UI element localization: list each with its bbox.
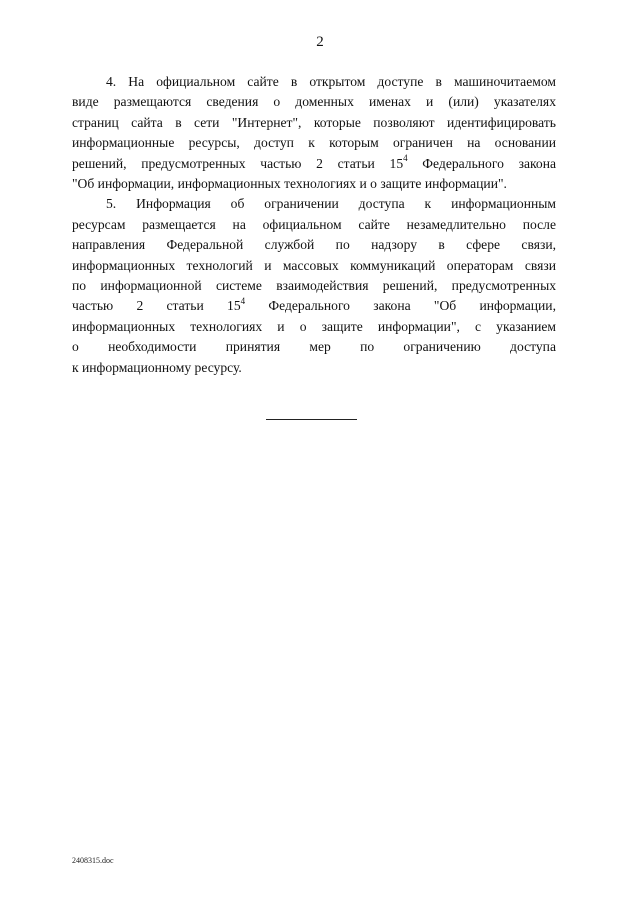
text-fragment: частью 2 статьи 15 bbox=[72, 298, 241, 314]
text-line: направления Федеральной службой по надзору в сфере связи, bbox=[72, 237, 556, 253]
text-line: 5. Информация об ограничении доступа к информационным bbox=[106, 196, 556, 212]
page-number: 2 bbox=[316, 34, 324, 50]
text-line: виде размещаются сведения о доменных именах и (или) указателях bbox=[72, 94, 556, 110]
text-line: ресурсам размещается на официальном сайте незамедлительно после bbox=[72, 216, 556, 232]
superscript: 4 bbox=[403, 153, 408, 164]
end-divider bbox=[266, 419, 357, 420]
text-line: страниц сайта в сети "Интернет", которые позволяют идентифицировать bbox=[72, 114, 556, 130]
text-line: "Об информации, информационных технологиях и о защите информации". bbox=[72, 176, 507, 192]
text-line: 4. На официальном сайте в открытом доступе в машиночитаемом bbox=[106, 74, 556, 89]
text-line: по информационной системе взаимодействия решений, предусмотренных bbox=[72, 278, 556, 294]
document-body bbox=[72, 72, 556, 378]
text-line-with-superscript bbox=[72, 154, 556, 174]
text-line: о необходимости принятия мер по ограничению доступа bbox=[72, 339, 556, 355]
text-line: к информационному ресурсу. bbox=[72, 359, 242, 375]
text-line: информационные ресурсы, доступ к которым ограничен на основании bbox=[72, 135, 556, 151]
text-line: информационных технологиях и о защите информации", с указанием bbox=[72, 318, 556, 334]
text-fragment: Федерального закона bbox=[407, 155, 556, 171]
superscript: 4 bbox=[240, 295, 246, 306]
text-line-with-superscript bbox=[72, 296, 556, 316]
paragraph-4 bbox=[72, 72, 556, 194]
text-fragment: Федерального закона "Об информации, bbox=[245, 298, 556, 314]
footer-file-name: 2408315.doc bbox=[72, 856, 114, 865]
paragraph-5 bbox=[72, 194, 556, 378]
text-line: информационных технологий и массовых коммуникаций операторам связи bbox=[72, 257, 556, 273]
text-fragment: решений, предусмотренных частью 2 статьи 15 bbox=[72, 155, 404, 171]
